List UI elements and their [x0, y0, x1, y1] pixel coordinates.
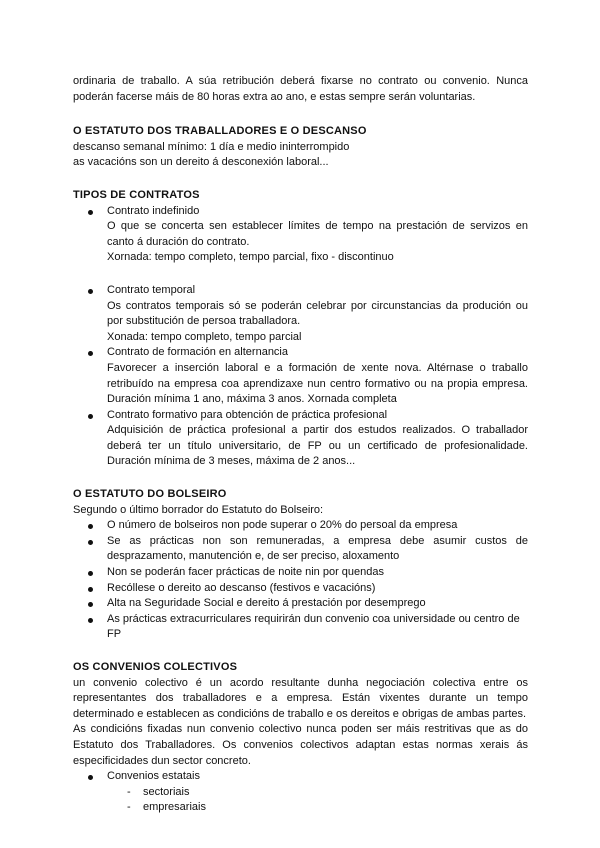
sub-list-item-text: sectoriais: [143, 785, 190, 798]
bullet-icon: [88, 618, 93, 623]
document-content: [73, 74, 528, 816]
intro-paragraph: ordinaria de traballo. A súa retribución deberá fixarse no contrato ou convenio. Nunca poderán facerse máis de 80 horas extra ao ano, e estas sempre serán voluntarias.: [73, 75, 528, 103]
sub-list-item-text: empresariais: [143, 801, 206, 814]
bullet-icon: [88, 540, 93, 545]
bullet-icon: [88, 775, 93, 780]
contract-schedule: Xonada: tempo completo, tempo parcial: [107, 330, 302, 343]
sub-list-item: [73, 800, 528, 816]
list-item-text: As prácticas extracurriculares requirirán dun convenio coa universidade ou centro de FP: [107, 612, 520, 641]
list-item: [73, 345, 528, 407]
descanso-line: descanso semanal mínimo: 1 día e medio ininterrompido: [73, 140, 350, 153]
bullet-icon: [88, 524, 93, 529]
list-item: [73, 612, 528, 643]
bullet-icon: [88, 587, 93, 592]
contract-schedule: Xornada: tempo completo, tempo parcial, fixo - discontinuo: [107, 251, 394, 264]
section-heading-estatuto-bolseiro: O ESTATUTO DO BOLSEIRO: [73, 488, 227, 501]
dash-icon: -: [127, 801, 131, 814]
contract-description: Favorecer a inserción laboral e a formación de xente nova. Altérnase o traballo retribuído na empresa coa aprendizaxe nun centro formativo ou na propia empresa. Duración mínima 1 ano, máxima 3 anos. Xornada completa: [107, 361, 528, 406]
bolseiro-intro: Segundo o último borrador do Estatuto do Bolseiro:: [73, 503, 324, 516]
list-item: [73, 581, 528, 597]
list-item: [73, 408, 528, 470]
contract-title: Contrato de formación en alternancia: [107, 346, 288, 359]
sub-list-item: [73, 785, 528, 801]
list-item-text: Recóllese o dereito ao descanso (festivos e vacacións): [107, 581, 376, 594]
contract-title: Contrato formativo para obtención de práctica profesional: [107, 408, 388, 421]
contract-description: O que se concerta sen establecer límites de tempo na prestación de servizos en canto á duración do contrato.: [107, 220, 528, 248]
vacacions-line: as vacacións son un dereito á desconexión laboral...: [73, 156, 329, 169]
section-heading-convenios: OS CONVENIOS COLECTIVOS: [73, 661, 238, 673]
list-item-text: O número de bolseiros non pode superar o 20% do persoal da empresa: [107, 519, 458, 532]
bolseiro-list: [73, 518, 528, 643]
list-item-text: Non se poderán facer prácticas de noite nin por quendas: [107, 566, 385, 579]
section-heading-estatuto-traballadores: O ESTATUTO DOS TRABALLADORES E O DESCANSO: [73, 125, 367, 138]
list-item: [73, 534, 528, 565]
list-item: [73, 204, 528, 283]
contract-description: Adquisición de práctica profesional a partir dos estudos realizados. O traballador deberá ter un título universitario, de FP ou un certificado de profesionalidade. Duración mínima de 3 meses, máxima de 2 anos...: [107, 424, 528, 468]
bullet-icon: [88, 351, 93, 356]
bullet-icon: [88, 414, 93, 419]
list-item: [73, 518, 528, 534]
contract-title: Contrato temporal: [107, 283, 196, 296]
bullet-icon: [88, 289, 93, 294]
list-item: [73, 283, 528, 345]
list-item-text: Convenios estatais: [107, 770, 200, 783]
contract-description: Os contratos temporais só se poderán celebrar por circunstancias da produción ou por substitución de persoa traballadora.: [107, 299, 528, 328]
list-item-text: Alta na Seguridade Social e dereito á prestación por desemprego: [107, 597, 426, 610]
bullet-icon: [88, 210, 93, 215]
convenios-sub-list: [73, 785, 528, 816]
list-item-text: Se as prácticas non son remuneradas, a empresa debe asumir custos de desprazamento, manutención e, de ser preciso, aloxamento: [107, 534, 528, 563]
contract-types-list: [73, 204, 528, 471]
section-heading-tipos-contratos: TIPOS DE CONTRATOS: [73, 188, 200, 201]
dash-icon: -: [127, 785, 131, 798]
list-item: [73, 769, 528, 785]
convenios-paragraph-1: un convenio colectivo é un acordo resultante dunha negociación colectiva entre os representantes dos traballadores e a empresa. Están vixentes durante un tempo determinado e establecen as condicións de traballo e os dereitos e obrigas de ambas partes.: [73, 676, 528, 720]
bullet-icon: [88, 571, 93, 576]
convenios-list: [73, 769, 528, 785]
list-item: [73, 565, 528, 581]
bullet-icon: [88, 602, 93, 607]
contract-title: Contrato indefinido: [107, 204, 200, 217]
convenios-paragraph-2: As condicións fixadas nun convenio colectivo nunca poden ser máis restritivas que as do Estatuto dos Traballadores. Os convenios colectivos adaptan estas normas xerais ás especificidades dun sector concreto.: [73, 723, 528, 767]
list-item: [73, 596, 528, 612]
